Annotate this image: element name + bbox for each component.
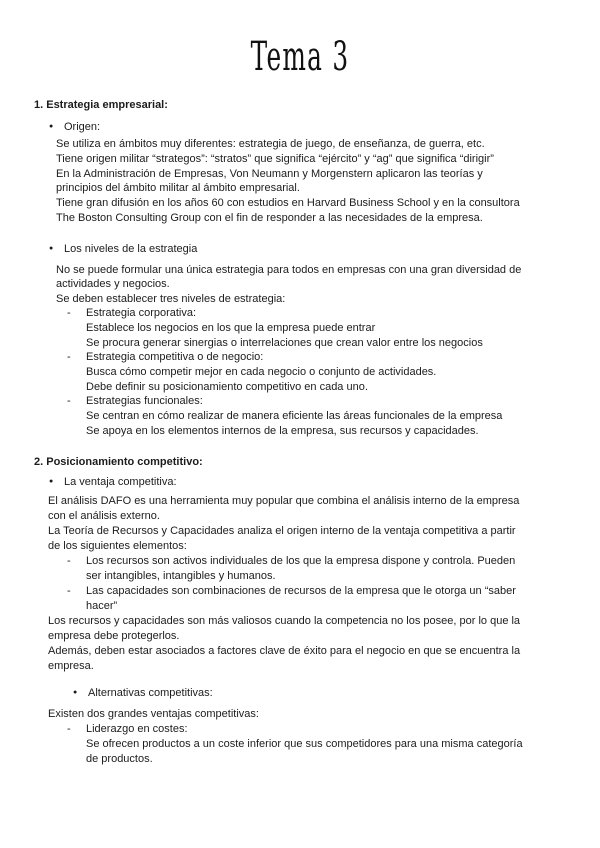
ventaja-line: de los siguientes elementos: xyxy=(48,540,187,552)
ventaja-after-line: Los recursos y capacidades son más valiosos cuando la competencia no los posee, por lo que la xyxy=(48,615,521,627)
niveles-line: No se puede formular una única estrategia para todos en empresas con una gran diversidad de xyxy=(56,264,522,276)
nivel-item-line: Se centran en cómo realizar de manera eficiente las áreas funcionales de la empresa xyxy=(86,410,503,422)
nivel-item-line: Se apoya en los elementos internos de la empresa, sus recursos y capacidades. xyxy=(86,425,479,437)
nivel-item-line: Establece los negocios en los que la empresa puede entrar xyxy=(86,322,376,334)
nivel-item-line: Busca cómo competir mejor en cada negocio o conjunto de actividades. xyxy=(86,366,437,378)
ventaja-item-line: - Las capacidades son combinaciones de recursos de la empresa que le otorga un “saber xyxy=(86,584,516,598)
nivel-item-title: - Estrategias funcionales: xyxy=(86,394,203,408)
niveles-bullet: ● Los niveles de la estrategia xyxy=(64,242,197,256)
alternativas-intro: Existen dos grandes ventajas competitivas: xyxy=(48,708,259,720)
alternativas-bullet: ● Alternativas competitivas: xyxy=(88,686,213,700)
origen-line: principios del ámbito militar al ámbito empresarial. xyxy=(56,182,300,194)
nivel-item-line: Se procura generar sinergias o interrelaciones que crean valor entre los negocios xyxy=(86,337,483,349)
page-title: Tema 3 xyxy=(250,34,350,80)
ventaja-item-line: ser intangibles, intangibles y humanos. xyxy=(86,570,276,582)
ventaja-item-line: hacer” xyxy=(86,600,118,612)
niveles-line: Se deben establecer tres niveles de estrategia: xyxy=(56,293,286,305)
origen-line: En la Administración de Empresas, Von Neumann y Morgenstern aplicaron las teorías y xyxy=(56,168,483,180)
section-2-heading: 2. Posicionamiento competitivo: xyxy=(34,456,203,468)
origen-line: Se utiliza en ámbitos muy diferentes: estrategia de juego, de enseñanza, de guerra, etc. xyxy=(56,138,485,150)
ventaja-after-line: empresa debe protegerlos. xyxy=(48,630,180,642)
ventaja-bullet: ● La ventaja competitiva: xyxy=(64,475,177,489)
nivel-item-title: - Estrategia corporativa: xyxy=(86,306,196,320)
ventaja-after-line: empresa. xyxy=(48,660,94,672)
origen-line: Tiene gran difusión en los años 60 con estudios en Harvard Business School y en la consultora xyxy=(56,197,520,209)
origen-line: Tiene origen militar “strategos”: “stratos” que significa “ejército” y “ag” que significa “dirigir” xyxy=(56,153,494,165)
ventaja-after-line: Además, deben estar asociados a factores clave de éxito para el negocio en que se encuentra la xyxy=(48,645,521,657)
alternativas-item-line: Se ofrecen productos a un coste inferior que sus competidores para una misma categoría xyxy=(86,738,523,750)
nivel-item-title: - Estrategia competitiva o de negocio: xyxy=(86,350,263,364)
origen-line: The Boston Consulting Group con el fin de responder a las necesidades de la empresa. xyxy=(56,212,483,224)
origen-bullet: ● Origen: xyxy=(64,120,100,134)
nivel-item-line: Debe definir su posicionamiento competitivo en cada uno. xyxy=(86,381,368,393)
niveles-line: actividades y negocios. xyxy=(56,278,170,290)
ventaja-line: con el análisis externo. xyxy=(48,510,160,522)
ventaja-line: El análisis DAFO es una herramienta muy popular que combina el análisis interno de la empresa xyxy=(48,495,520,507)
alternativas-item-line: de productos. xyxy=(86,753,153,765)
ventaja-item-line: - Los recursos son activos individuales de los que la empresa dispone y controla. Pueden xyxy=(86,554,515,568)
alternativas-item-title: - Liderazgo en costes: xyxy=(86,722,188,736)
section-1-heading: 1. Estrategia empresarial: xyxy=(34,99,168,111)
ventaja-line: La Teoría de Recursos y Capacidades analiza el origen interno de la ventaja competitiva a partir xyxy=(48,525,516,537)
